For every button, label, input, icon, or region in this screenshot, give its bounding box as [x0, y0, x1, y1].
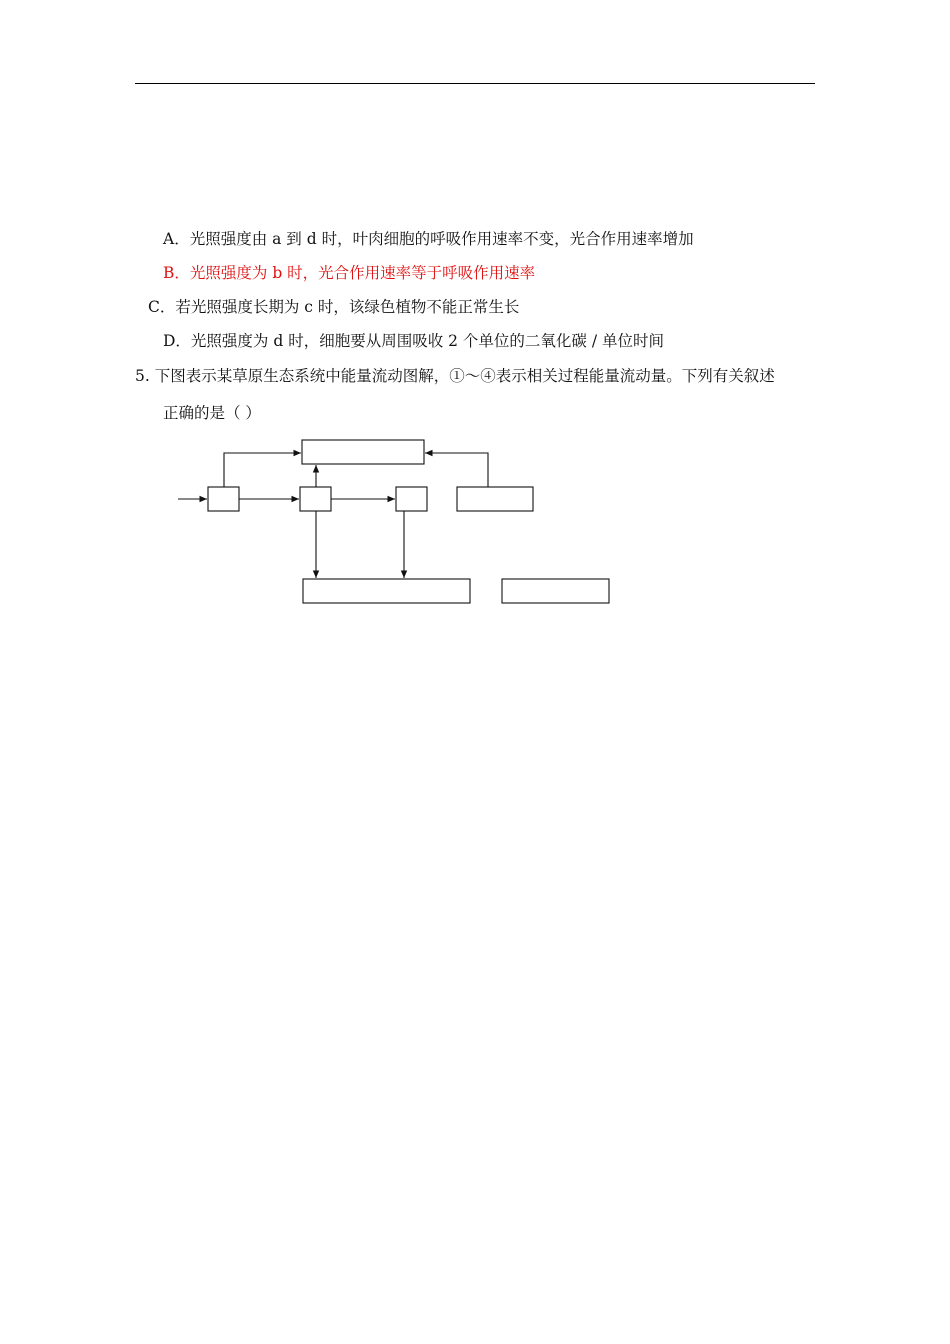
energy-flow-diagram — [170, 436, 620, 611]
decomposer-box — [457, 487, 533, 511]
q4-option-d: D．光照强度为 d 时，细胞要从周围吸收 2 个单位的二氧化碳 / 单位时间 — [163, 332, 664, 350]
remains-box — [502, 579, 609, 603]
q5-stem-line1: 5. 下图表示某草原生态系统中能量流动图解，①～④表示相关过程能量流动量。下列有关叙述 — [135, 367, 775, 385]
q4-option-b-answer: B．光照强度为 b 时，光合作用速率等于呼吸作用速率 — [163, 264, 536, 282]
feces-box — [303, 579, 470, 603]
q4-option-c: C．若光照强度长期为 c 时，该绿色植物不能正常生长 — [148, 298, 520, 316]
rabbit-box — [300, 487, 331, 511]
grass-box — [208, 487, 239, 511]
q4-option-a: A．光照强度由 a 到 d 时，叶肉细胞的呼吸作用速率不变，光合作用速率增加 — [163, 230, 694, 248]
fox-box — [396, 487, 427, 511]
respiration-box — [302, 440, 424, 464]
header-rule — [135, 83, 815, 84]
q5-stem-line2: 正确的是（ ） — [163, 404, 261, 422]
